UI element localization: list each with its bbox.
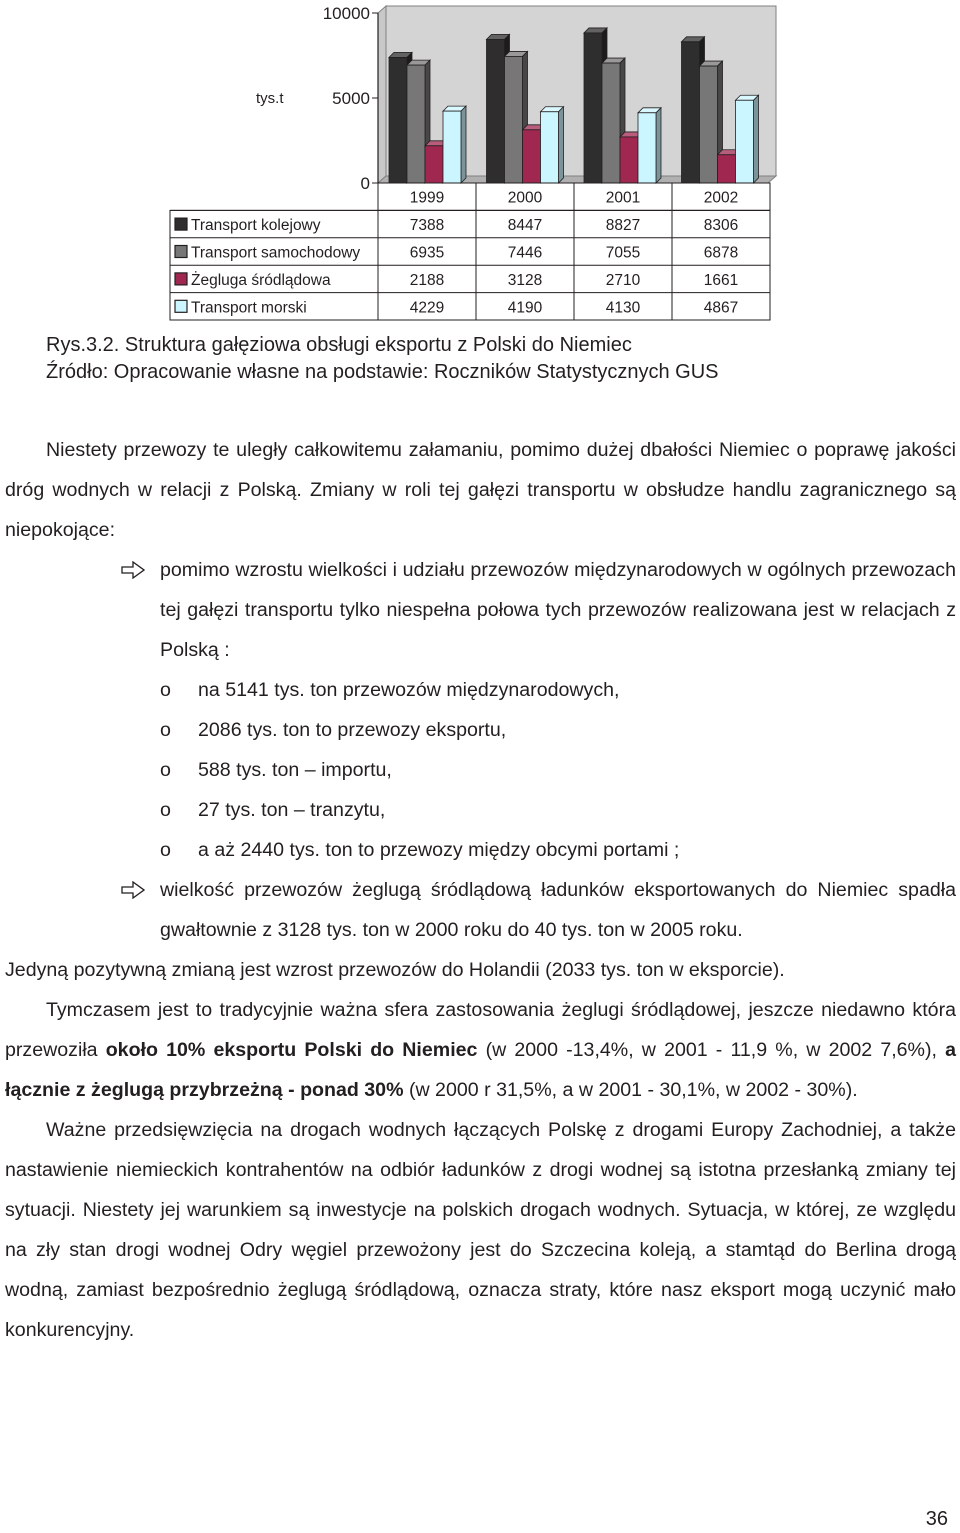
sub-list-text: a aż 2440 tys. ton to przewozy między obcymi portami ; bbox=[198, 839, 680, 861]
category-label: 1999 bbox=[409, 189, 445, 207]
figure-source: Źródło: Opracowanie własne na podstawie: Roczników Statystycznych GUS bbox=[46, 361, 719, 383]
data-label: 8306 bbox=[703, 217, 739, 235]
y-tick-label: 5000 bbox=[332, 89, 370, 108]
legend-label: Żegluga śródlądowa bbox=[191, 271, 331, 289]
data-label: 7388 bbox=[409, 217, 445, 235]
list-item bbox=[5, 550, 956, 670]
bar bbox=[736, 95, 759, 183]
sub-list-item bbox=[5, 670, 956, 710]
y-tick-label: 0 bbox=[360, 174, 370, 193]
legend-swatch bbox=[175, 246, 187, 258]
data-label: 3128 bbox=[507, 271, 543, 289]
legend-swatch bbox=[175, 300, 187, 312]
category-label: 2000 bbox=[507, 189, 543, 207]
plot-area bbox=[378, 6, 776, 183]
data-label: 8827 bbox=[605, 217, 641, 235]
bar bbox=[443, 106, 466, 183]
sub-list-text: na 5141 tys. ton przewozów międzynarodowych, bbox=[198, 679, 620, 701]
sub-list-text: 2086 tys. ton to przewozy eksportu, bbox=[198, 719, 507, 741]
body-text bbox=[5, 430, 956, 1350]
data-label: 2188 bbox=[409, 271, 445, 289]
data-label: 8447 bbox=[507, 217, 543, 235]
data-label: 7055 bbox=[605, 244, 641, 262]
list-item-text: wielkość przewozów żeglugą śródlądową ładunków eksportowanych do Niemiec spadła gwałtownie z 3128 tys. ton w 2000 roku do 40 tys. ton w 2005 roku. bbox=[160, 879, 956, 941]
legend-label: Transport samochodowy bbox=[191, 244, 361, 262]
legend-label: Transport morski bbox=[191, 299, 307, 317]
paragraph: Jedyną pozytywną zmianą jest wzrost przewozów do Holandii (2033 tys. ton w eksporcie). bbox=[5, 959, 785, 981]
paragraph: Niestety przewozy te uległy całkowitemu załamaniu, pomimo dużej dbałości Niemiec o poprawę jakości dróg wodnych w relacji z Polską. Zmiany w roli tej gałęzi transportu w obsłudze handlu zagranicznego są niepokojące: bbox=[5, 439, 956, 541]
bullet: o bbox=[160, 799, 171, 821]
legend-swatch bbox=[175, 273, 187, 285]
data-label: 6935 bbox=[409, 244, 445, 262]
figure-caption: Rys.3.2. Struktura gałęziowa obsługi eksportu z Polski do Niemiec bbox=[46, 334, 632, 356]
list-item bbox=[5, 870, 956, 950]
y-tick-label: 10000 bbox=[322, 4, 370, 23]
bold-run: około 10% eksportu Polski do Niemiec bbox=[105, 1039, 478, 1061]
legend-label: Transport kolejowy bbox=[191, 217, 321, 235]
sub-list-item bbox=[5, 830, 956, 870]
list-item-text: pomimo wzrostu wielkości i udziału przewozów międzynarodowych w ogólnych przewozach tej gałęzi transportu tylko niespełna połowa tych przewozów realizowana jest w relacjach z Polską : bbox=[160, 559, 956, 661]
chart bbox=[0, 0, 960, 330]
bold-run: a łącznie z żeglugą przybrzeżną - ponad 30% bbox=[5, 1039, 956, 1101]
bullet: o bbox=[160, 719, 171, 741]
legend-swatch bbox=[175, 218, 187, 230]
arrow-right-icon bbox=[121, 881, 145, 899]
text-run: (w 2000 -13,4%, w 2001 - 11,9 %, w 2002 7,6%), bbox=[477, 1039, 946, 1061]
sub-list-text: 588 tys. ton – importu, bbox=[198, 759, 392, 781]
text-run: (w 2000 r 31,5%, a w 2001 - 30,1%, w 2002 - 30%). bbox=[403, 1079, 858, 1101]
bullet: o bbox=[160, 759, 171, 781]
bullet: o bbox=[160, 839, 171, 861]
sub-list-item bbox=[5, 710, 956, 750]
arrow-right-icon bbox=[121, 561, 145, 579]
sub-list-item bbox=[5, 790, 956, 830]
category-label: 2002 bbox=[703, 189, 739, 207]
paragraph: Ważne przedsięwzięcia na drogach wodnych łączących Polskę z drogami Europy Zachodniej, a także nastawienie niemieckich kontrahentów na odbiór ładunków z drogi wodnej są istotna przesłanką zmiany tej sytuacji. Niestety jej warunkiem są inwestycje na polskich drogach wodnych. Sytuacja, w której, ze względu na zły stan drogi wodnej Odry węgiel przewożony jest do Szczecina koleją, a stamtąd do Berlina drogą wodną, zamiast bezpośrednio żeglugą śródlądową, oznacza straty, które nasz eksport mogą uczynić mało konkurencyjny. bbox=[5, 1119, 956, 1341]
data-label: 2710 bbox=[605, 271, 641, 289]
sub-list-text: 27 tys. ton – tranzytu, bbox=[198, 799, 386, 821]
data-label: 4229 bbox=[409, 299, 445, 317]
data-label: 6878 bbox=[703, 244, 739, 262]
data-label: 4190 bbox=[507, 299, 543, 317]
category-label: 2001 bbox=[605, 189, 641, 207]
data-label: 1661 bbox=[703, 271, 739, 289]
page-number: 36 bbox=[925, 1508, 948, 1530]
y-axis-label: tys.t bbox=[256, 90, 284, 107]
bar bbox=[541, 107, 564, 183]
bullet: o bbox=[160, 679, 171, 701]
y-tick-labels bbox=[323, 4, 378, 193]
data-label: 4867 bbox=[703, 299, 739, 317]
paragraph bbox=[5, 990, 956, 1110]
data-label: 7446 bbox=[507, 244, 543, 262]
chart-side-wall bbox=[378, 6, 386, 183]
sub-list-item bbox=[5, 750, 956, 790]
text-run: Tymczasem jest to tradycyjnie ważna sfera zastosowania żeglugi śródlądowej, jeszcze niedawno która przewoziła bbox=[5, 999, 956, 1061]
bar bbox=[638, 108, 661, 183]
data-label: 4130 bbox=[605, 299, 641, 317]
data-table bbox=[170, 183, 770, 320]
